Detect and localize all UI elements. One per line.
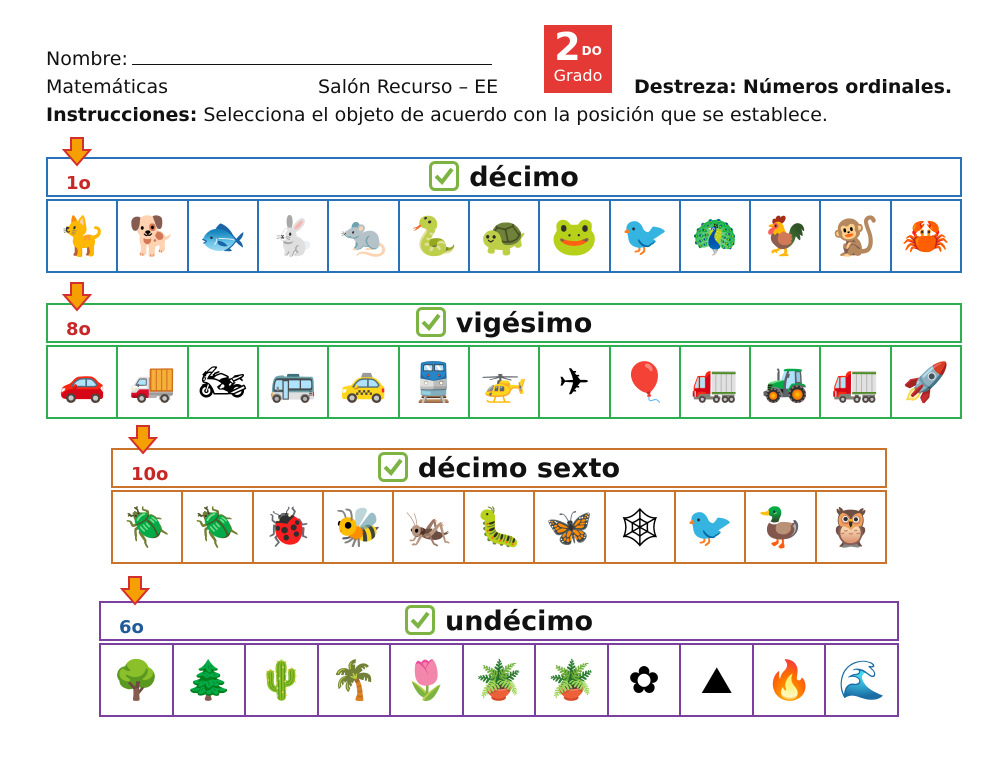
item-cement-mixer[interactable]: 🚛: [821, 347, 891, 417]
item-bee[interactable]: 🐝: [324, 492, 394, 562]
start-position: 10o: [131, 464, 169, 485]
item-bus[interactable]: 🚌: [259, 347, 329, 417]
instructions: [46, 104, 828, 126]
instructions-text: Selecciona el objeto de acuerdo con la posición que se establece.: [203, 104, 828, 126]
item-beetle[interactable]: 🪲: [113, 492, 183, 562]
item-mountains[interactable]: ⛰: [681, 645, 754, 715]
classroom: Salón Recurso – EE: [318, 76, 499, 98]
item-helicopter[interactable]: 🚁: [470, 347, 540, 417]
item-dump-truck[interactable]: 🚛: [681, 347, 751, 417]
item-campfire[interactable]: 🔥: [754, 645, 827, 715]
item-taxi[interactable]: 🚕: [329, 347, 399, 417]
check-icon: [429, 161, 459, 191]
item-strip: [46, 199, 962, 273]
skill: [634, 76, 952, 98]
name-label: Nombre:: [46, 48, 128, 70]
item-turtle[interactable]: 🐢: [470, 201, 540, 271]
target-ordinal: undécimo: [444, 606, 594, 637]
item-palm-tree[interactable]: 🌴: [319, 645, 392, 715]
item-rocket[interactable]: 🚀: [902, 360, 950, 404]
item-bird[interactable]: 🐦: [611, 201, 681, 271]
item-crab[interactable]: 🦀: [902, 214, 950, 258]
item-flower[interactable]: ✿: [609, 645, 682, 715]
item-strip: [111, 490, 887, 564]
item-atv[interactable]: 🏍: [189, 347, 259, 417]
item-snake[interactable]: 🐍: [400, 201, 470, 271]
item-spiderweb[interactable]: 🕸: [606, 492, 676, 562]
grade-number: 2: [554, 25, 581, 69]
exercise-row-2: [46, 303, 962, 421]
row-title-bar: [46, 157, 962, 197]
item-owl[interactable]: 🦉: [827, 505, 875, 549]
item-ladybug[interactable]: 🐞: [254, 492, 324, 562]
grade-label: Grado: [553, 66, 603, 85]
item-wave[interactable]: 🌊: [838, 658, 886, 702]
check-icon: [378, 452, 408, 482]
item-car[interactable]: 🚗: [48, 347, 118, 417]
exercise-row-1: [46, 157, 962, 275]
item-cat[interactable]: 🐈: [48, 201, 118, 271]
skill-value: Números ordinales.: [742, 76, 953, 98]
item-strip: [99, 643, 899, 717]
row-title-bar: [99, 601, 899, 641]
check-icon: [416, 307, 446, 337]
start-position: 6o: [119, 617, 144, 638]
check-icon: [405, 605, 435, 635]
row-title-bar: [46, 303, 962, 343]
target-ordinal: décimo: [469, 162, 579, 193]
item-tulip[interactable]: 🌷: [391, 645, 464, 715]
start-position: 1o: [66, 173, 91, 194]
subject: Matemáticas: [46, 76, 169, 98]
item-frog[interactable]: 🐸: [540, 201, 610, 271]
down-arrow-icon: [120, 576, 150, 606]
down-arrow-icon: [62, 137, 92, 167]
exercise-row-3: [111, 448, 887, 566]
target-ordinal: vigésimo: [455, 308, 593, 339]
item-dog[interactable]: 🐕: [118, 201, 188, 271]
item-peacock[interactable]: 🦚: [681, 201, 751, 271]
target-ordinal: décimo sexto: [417, 453, 621, 484]
exercise-row-4: [99, 601, 899, 719]
down-arrow-icon: [128, 425, 158, 455]
item-hummingbird[interactable]: 🐦: [676, 492, 746, 562]
item-bug[interactable]: 🪲: [183, 492, 253, 562]
grade-badge: [544, 25, 612, 93]
item-flower-pot[interactable]: 🪴: [536, 645, 609, 715]
item-monkey[interactable]: 🐒: [821, 201, 891, 271]
item-tree[interactable]: 🌳: [101, 645, 174, 715]
skill-label: Destreza:: [634, 76, 737, 98]
grade-suffix: DO: [581, 44, 602, 58]
item-bulldozer[interactable]: 🚜: [751, 347, 821, 417]
instructions-label: Instrucciones:: [46, 104, 198, 126]
row-title-bar: [111, 448, 887, 488]
item-succulent[interactable]: 🪴: [464, 645, 537, 715]
item-butterfly[interactable]: 🦋: [535, 492, 605, 562]
item-train[interactable]: 🚆: [400, 347, 470, 417]
item-airplane[interactable]: ✈: [540, 347, 610, 417]
down-arrow-icon: [62, 282, 92, 312]
item-rat[interactable]: 🐀: [329, 201, 399, 271]
item-rabbit[interactable]: 🐇: [259, 201, 329, 271]
name-line[interactable]: [132, 48, 492, 65]
item-fishbowl[interactable]: 🐟: [189, 201, 259, 271]
item-caterpillar[interactable]: 🐛: [465, 492, 535, 562]
item-strip: [46, 345, 962, 419]
item-pine[interactable]: 🌲: [174, 645, 247, 715]
start-position: 8o: [66, 319, 91, 340]
item-rooster[interactable]: 🐓: [751, 201, 821, 271]
item-duck[interactable]: 🦆: [746, 492, 816, 562]
item-cactus[interactable]: 🌵: [246, 645, 319, 715]
item-truck[interactable]: 🚚: [118, 347, 188, 417]
item-hot-air-balloon[interactable]: 🎈: [611, 347, 681, 417]
name-field[interactable]: [46, 48, 492, 70]
item-grasshopper[interactable]: 🦗: [394, 492, 464, 562]
